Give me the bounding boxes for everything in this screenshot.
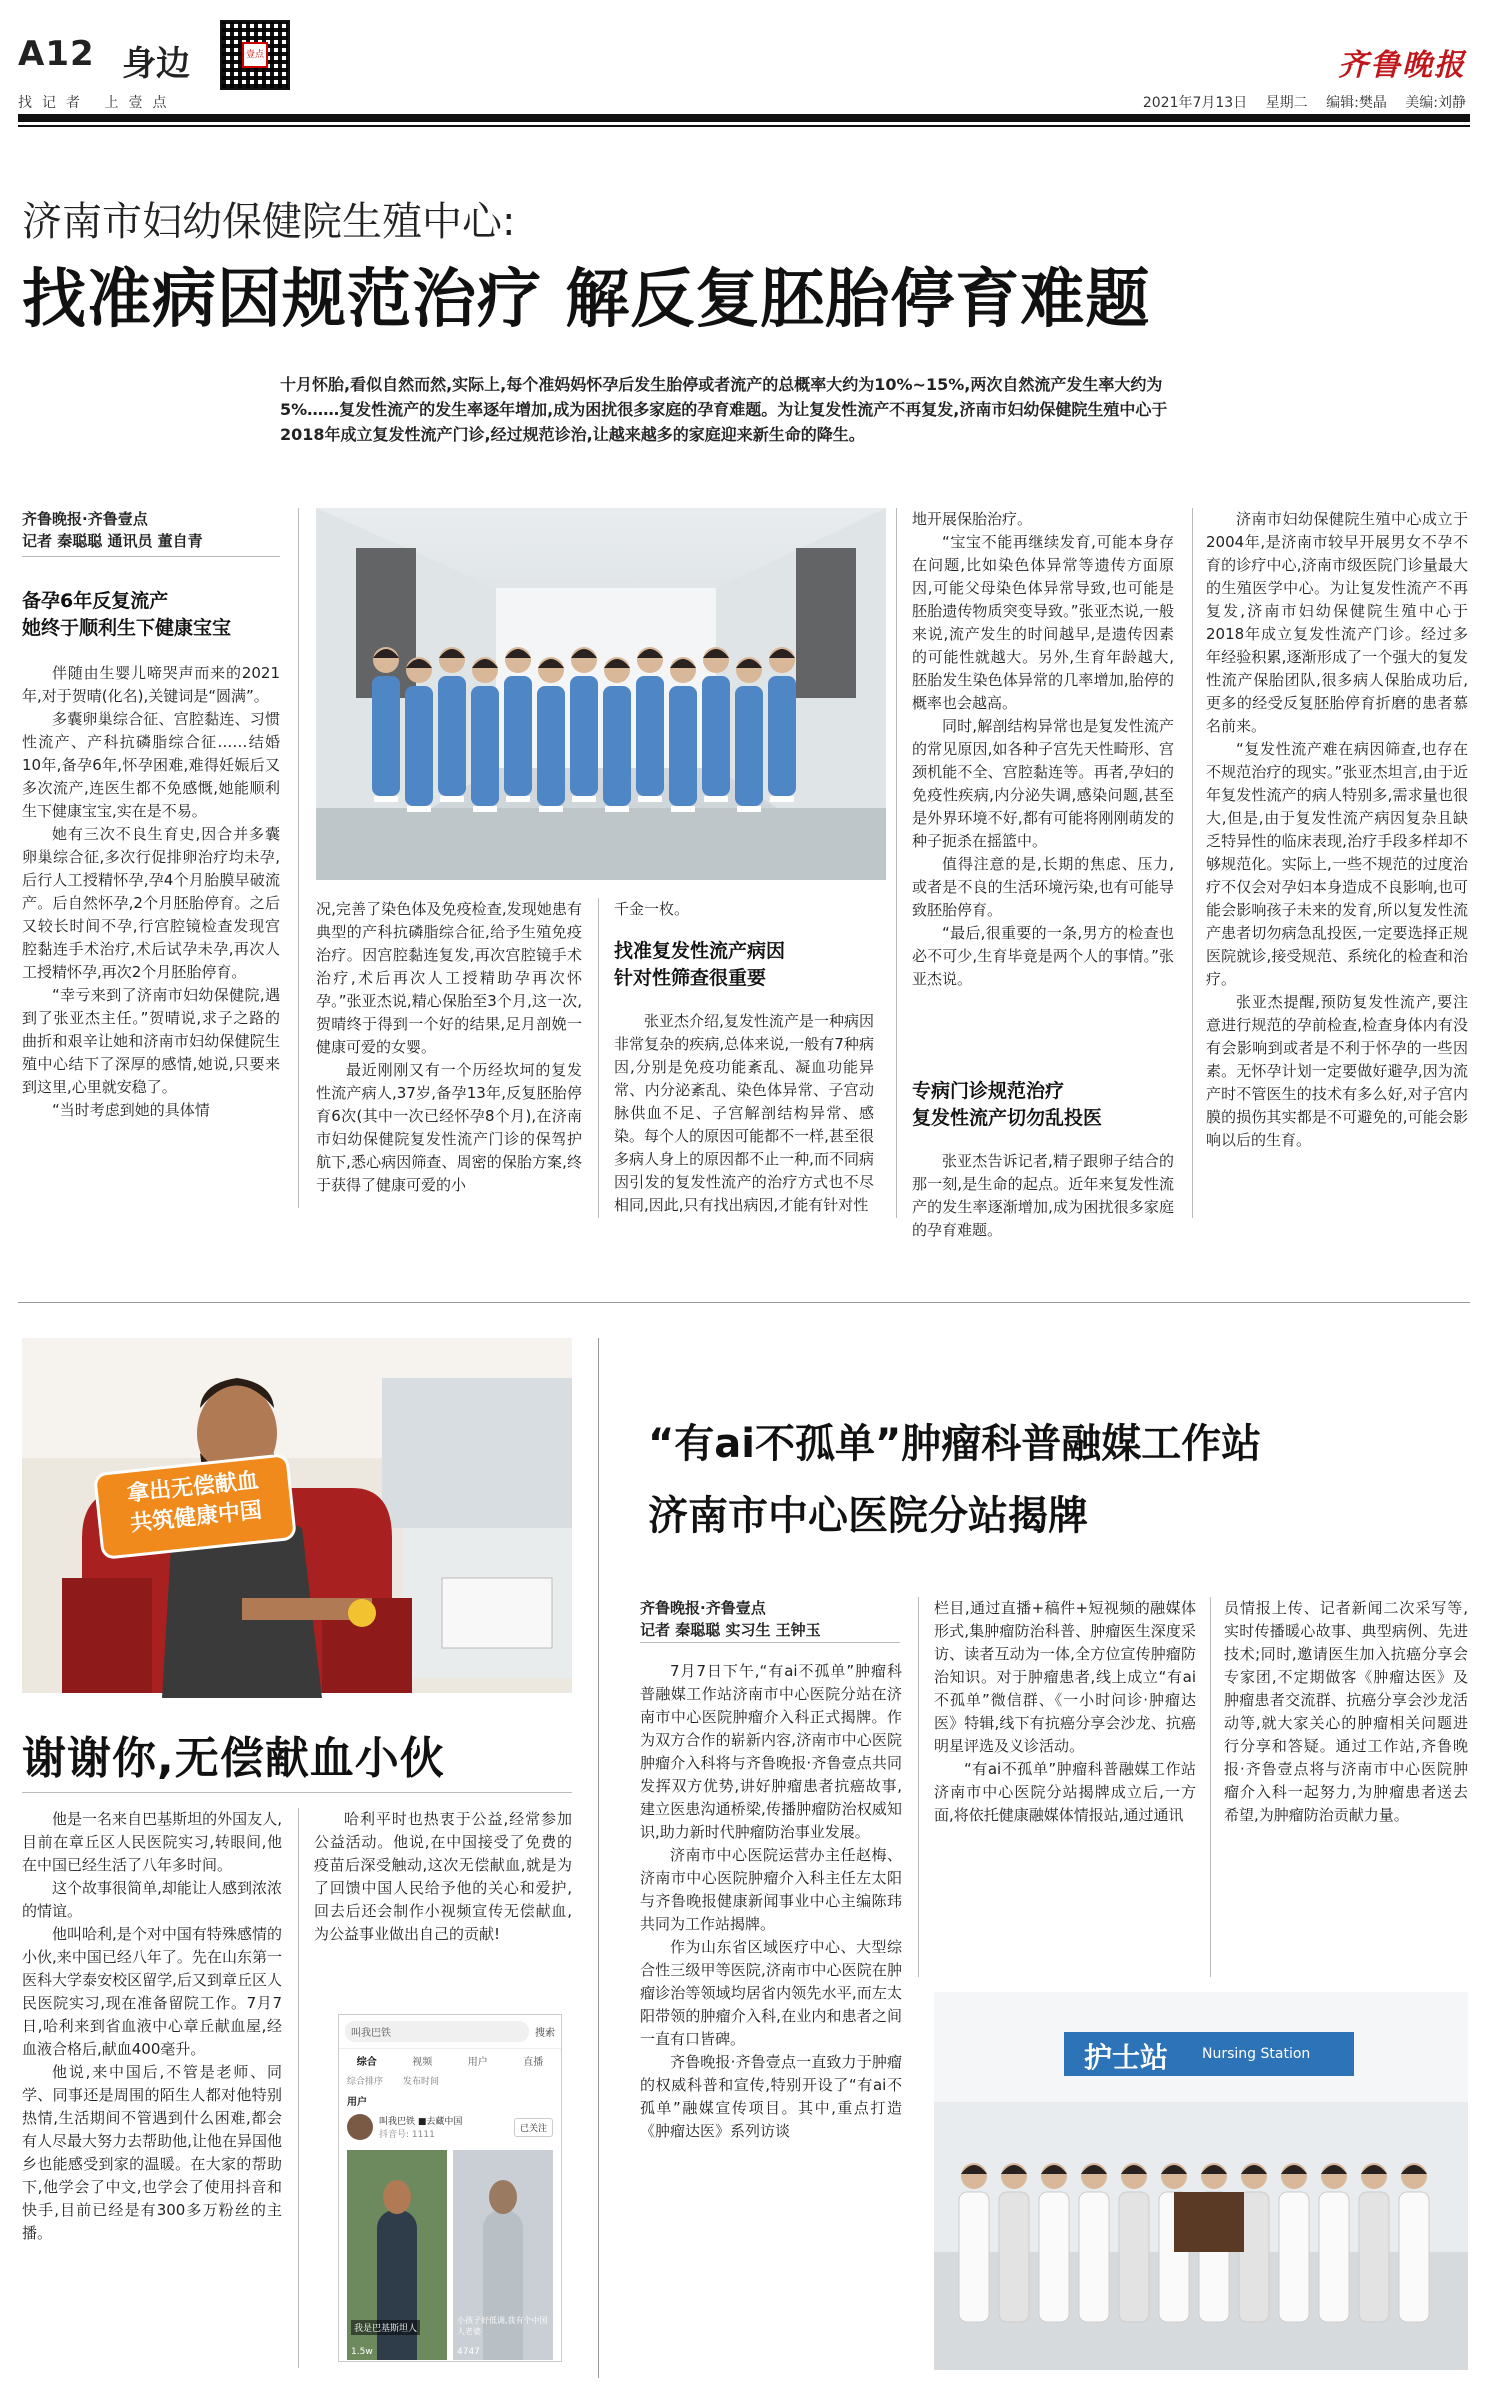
paragraph: 7月7日下午,“有ai不孤单”肿瘤科普融媒工作站济南市中心医院分站在济南市中心医院肿瘤介入科正式揭牌。作为双方合作的崭新内容,济南市中心医院肿瘤介入科将与齐鲁晚报·齐鲁壹点共同发挥双方优势,讲好肿瘤患者抗癌故事,建立医患沟通桥梁,传播肿瘤防治权威知识,助力新时代肿瘤防治事业发展。 <box>640 1662 902 1841</box>
subhead-line: 她终于顺利生下健康宝宝 <box>22 617 232 639</box>
byline-outlet: 齐鲁晚报·齐鲁壹点 <box>640 1599 766 1617</box>
staff-figure <box>372 676 400 796</box>
attendee-figure <box>1399 2192 1429 2322</box>
issue-meta <box>1129 92 1466 112</box>
staff-figure <box>605 806 629 812</box>
subhead-line: 备孕6年反复流产 <box>22 590 169 612</box>
paragraph: 地开展保胎治疗。 <box>912 510 1033 528</box>
subhead-line: 针对性筛查很重要 <box>614 967 767 989</box>
paragraph: “幸亏来到了济南市妇幼保健院,遇到了张亚杰主任。”贺晴说,求子之路的曲折和艰辛让她和济南市妇幼保健院生殖中心结下了深厚的感情,她说,只要来到这里,心里就安稳了。 <box>22 986 280 1096</box>
column-divider <box>598 898 599 1218</box>
paragraph: “最后,很重要的一条,男方的检查也必不可少,生育毕竟是两个人的事情。”张亚杰说。 <box>912 924 1174 988</box>
column-divider <box>298 508 299 1208</box>
paragraph: 他是一名来自巴基斯坦的外国友人,目前在章丘区人民医院实习,转眼间,他在中国已经生活了八年多时间。 <box>22 1810 282 1874</box>
medical-team-photo <box>316 508 886 880</box>
article2-column-2 <box>314 1808 572 1946</box>
newspaper-logo: 齐鲁晚报 <box>1338 48 1466 83</box>
header-rule-thin <box>18 125 1470 127</box>
paragraph: 多囊卵巢综合征、宫腔黏连、习惯性流产、产科抗磷脂综合征……结婚10年,备孕6年,怀孕困难,难得妊娠后又多次流产,连医生都不免感慨,她能顺利生下健康宝宝,实在是不易。 <box>22 710 280 820</box>
paragraph: “复发性流产难在病因筛查,也存在不规范治疗的现实。”张亚杰坦言,由于近年复发性流产的病人特别多,需求量也很大,但是,由于复发性流产病因复杂且缺乏特异性的临床表现,治疗手段多样却不够规范化。实际上,一些不规范的过度治疗不仅会对孕妇本身造成不良影响,也可能会影响孩子未来的发育,所以复发性流产患者切勿病急乱投医,一定要选择正规医院就诊,接受规范、系统化的检查和治疗。 <box>1206 740 1468 988</box>
like-count: 4747 <box>457 2347 480 2357</box>
users-section-label: 用户 <box>347 2097 367 2108</box>
staff-figure <box>770 796 794 802</box>
article1-subhead-1 <box>22 588 282 642</box>
section-divider-vertical <box>598 1338 599 2378</box>
paragraph: 他叫哈利,是个对中国有特殊感情的小伙,来中国已经八年了。先在山东第一医科大学泰安校区留学,后又到章丘区人民医院实习,现在准备留院工作。7月7日,哈利来到省血液中心章丘献血屋,经血液合格后,献血400毫升。 <box>22 1925 282 2058</box>
paragraph: 员情报上传、记者新闻二次采写等,实时传播暖心故事、典型病例、先进技术;同时,邀请医生加入抗癌分享会专家团,不定期做客《肿瘤达医》及肿瘤患者交流群、抗癌分享会沙龙活动等,就大家关心的肿瘤相关问题进行分享和答疑。通过工作站,齐鲁晚报·齐鲁壹点将与济南市中心医院肿瘤介入科一起努力,为肿瘤患者送去希望,为肿瘤防治贡献力量。 <box>1224 1599 1468 1824</box>
attendee-figure <box>1039 2192 1069 2322</box>
sort-filter[interactable]: 综合排序 <box>347 2077 384 2087</box>
paragraph: 她有三次不良生育史,因合并多囊卵巢综合征,多次行促排卵治疗均未孕,后行人工授精怀孕,孕4个月胎膜早破流产。后自然怀孕,2个月胚胎停育。之后又较长时间不孕,行宫腔镜检查发现宫腔黏连手术治疗,术后试孕未孕,再次人工授精怀孕,再次2个月胚胎停育。 <box>22 825 280 981</box>
divider <box>22 1792 572 1793</box>
staff-figure <box>438 676 466 796</box>
time-filter[interactable]: 发布时间 <box>403 2077 440 2087</box>
paragraph: 济南市中心医院运营办主任赵梅、济南市中心医院肿瘤介入科主任左太阳与齐鲁晚报健康新闻事业中心主编陈玮共同为工作站揭牌。 <box>640 1846 902 1933</box>
social-app-screenshot <box>338 2014 562 2362</box>
subhead-line: 复发性流产切勿乱投医 <box>912 1107 1103 1129</box>
paragraph: “有ai不孤单”肿瘤科普融媒工作站济南市中心医院分站揭牌成立后,一方面,将依托健康融媒体情报站,通过通讯 <box>934 1760 1196 1824</box>
article1-headline: 找准病因规范治疗 解反复胚胎停育难题 <box>22 263 1151 337</box>
staff-figure <box>572 796 596 802</box>
attendee-figure <box>1319 2192 1349 2322</box>
column-divider <box>1192 508 1193 1218</box>
staff-figure <box>603 686 631 806</box>
article3-headline-2: 济南市中心医院分站揭牌 <box>648 1493 1088 1539</box>
staff-figure <box>537 686 565 806</box>
user-meta: 抖音号: 1111 <box>379 2130 435 2140</box>
staff-figure <box>638 796 662 802</box>
paragraph: 齐鲁晚报·齐鲁壹点一直致力于肿瘤的权威科普和宣传,特别开设了“有ai不孤单”融媒宣传项目。其中,重点打造《肿瘤达医》系列访谈 <box>640 2053 902 2140</box>
article3-column-1 <box>640 1660 902 2380</box>
unveiling-ceremony-photo <box>934 1992 1468 2370</box>
article1-column-5 <box>1206 508 1468 1220</box>
staff-figure <box>405 686 433 806</box>
tagline: 找记者 上壹点 <box>18 95 177 111</box>
divider <box>22 556 280 557</box>
article3-byline <box>640 1597 900 1641</box>
divider <box>640 1642 900 1643</box>
column-divider <box>896 508 897 1218</box>
paragraph: 最近刚刚又有一个历经坎坷的复发性流产病人,37岁,备孕13年,反复胚胎停育6次(其中一次已经怀孕8个月),在济南市妇幼保健院复发性流产门诊的保驾护航下,悉心病因筛查、周密的保胎方案,终于获得了健康可爱的小 <box>316 1061 582 1194</box>
paragraph: 济南市妇幼保健院生殖中心成立于2004年,是济南市较早开展男女不孕不育的诊疗中心,济南市级医院门诊量最大的生殖医学中心。为让复发性流产不再复发,济南市妇幼保健院生殖中心于2018年成立复发性流产门诊。经过多年经验积累,逐渐形成了一个强大的复发性流产保胎团队,很多病人保胎成功后,更多的经受反复胚胎停育折磨的患者慕名前来。 <box>1206 510 1468 735</box>
article1-byline <box>22 508 282 552</box>
staff-figure <box>440 796 464 802</box>
byline-authors: 记者 秦聪聪 通讯员 董自青 <box>22 532 203 550</box>
article1-subhead-2 <box>614 938 874 992</box>
article1-column-3b <box>614 1010 874 1218</box>
attendee-figure <box>1279 2192 1309 2322</box>
paragraph: 他说,来中国后,不管是老师、同学、同事还是周围的陌生人都对他特别热情,生活期间不管遇到什么困难,都会有人尽最大努力去帮助他,让他在异国他乡也能感受到家的温暖。在大家的帮助下,他学会了中文,也学会了使用抖音和快手,目前已经是有300多万粉丝的主播。 <box>22 2063 282 2242</box>
article3-headline-1: “有ai不孤单”肿瘤科普融媒工作站 <box>648 1421 1262 1467</box>
tab-live[interactable]: 直播 <box>523 2057 544 2068</box>
section-title: 身边 <box>122 44 190 84</box>
video-thumbnail[interactable] <box>347 2150 447 2360</box>
banner-line: 拿出无偿献血 <box>126 1468 260 1507</box>
editor-credit: 编辑:樊晶 <box>1326 95 1387 111</box>
paragraph: 同时,解剖结构异常也是复发性流产的常见原因,如各种子宫先天性畸形、宫颈机能不全、宫腔黏连等。再者,孕妇的免疫性疾病,内分泌失调,感染问题,甚至是外界环境不好,都有可能将刚刚萌发的种子扼杀在摇篮中。 <box>912 717 1174 850</box>
paragraph: 伴随由生婴儿啼哭声而来的2021年,对于贺晴(化名),关键词是“圆满”。 <box>22 664 280 705</box>
paragraph: 张亚杰告诉记者,精子跟卵子结合的那一刻,是生命的起点。近年来复发性流产的发生率逐渐增加,成为困扰很多家庭的孕育难题。 <box>912 1152 1174 1239</box>
designer-credit: 美编:刘静 <box>1405 95 1466 111</box>
staff-figure <box>504 676 532 796</box>
column-divider <box>298 1808 299 2368</box>
section-divider <box>18 1302 1470 1303</box>
staff-figure <box>570 676 598 796</box>
tab-user[interactable]: 用户 <box>467 2057 488 2068</box>
article1-kicker: 济南市妇幼保健院生殖中心: <box>22 199 516 245</box>
byline-authors: 记者 秦聪聪 实习生 王钟玉 <box>640 1621 821 1639</box>
attendee-figure <box>999 2192 1029 2322</box>
paragraph: 作为山东省区域医疗中心、大型综合性三级甲等医院,济南市中心医院在肿瘤诊治等领域均居省内领先水平,而左太阳带领的肿瘤介入科,在业内和患者之间一直有口皆碑。 <box>640 1938 902 2048</box>
search-button[interactable]: 搜索 <box>535 2028 555 2039</box>
staff-figure <box>702 676 730 796</box>
issue-weekday: 星期二 <box>1265 95 1308 111</box>
header-rule <box>18 114 1470 122</box>
paragraph: 栏目,通过直播+稿件+短视频的融媒体形式,集肿瘤防治科普、肿瘤医生深度采访、读者互动为一体,全方位宣传肿瘤防治知识。对于肿瘤患者,线上成立“有ai不孤单”微信群、《一小时问诊·肿瘤达医》特辑,线下有抗癌分享会沙龙、抗癌明星评选及义诊活动。 <box>934 1599 1196 1755</box>
article1-column-4 <box>912 508 1174 1043</box>
follow-button[interactable]: 已关注 <box>514 2118 553 2137</box>
attendee-figure <box>1119 2192 1149 2322</box>
blood-donor-photo <box>22 1338 572 1693</box>
article2-headline: 谢谢你,无偿献血小伙 <box>22 1733 445 1784</box>
article1-column-3 <box>614 898 874 921</box>
paragraph: 张亚杰提醒,预防复发性流产,要注意进行规范的孕前检查,检查身体内有没有会影响到或者是不利于怀孕的一些因素。无怀孕计划一定要做好避孕,因为流产时不管医生的技术有多么好,对子宫内膜的损伤其实都是不可避免的,可能会影响以后的生育。 <box>1206 993 1468 1149</box>
subhead-line: 找准复发性流产病因 <box>614 940 786 962</box>
staff-figure <box>669 686 697 806</box>
paragraph: 值得注意的是,长期的焦虑、压力,或者是不良的生活环境污染,也有可能导致胚胎停育。 <box>912 855 1174 919</box>
staff-figure <box>539 806 563 812</box>
banner-line: 共筑健康中国 <box>129 1498 264 1537</box>
column-divider <box>918 1597 919 1977</box>
article1-lead: 十月怀胎,看似自然而然,实际上,每个准妈妈怀孕后发生胎停或者流产的总概率大约为10%~15%,两次自然流产发生率大约为5%……复发性流产的发生率逐年增加,成为困扰很多家庭的孕育难题。为让复发性流产不再复发,济南市妇幼保健院生殖中心于2018年成立复发性流产门诊,经过规范诊治,让越来越多的家庭迎来新生命的降生。 <box>280 375 1168 444</box>
attendee-figure <box>959 2192 989 2322</box>
like-count: 1.5w <box>351 2347 373 2357</box>
video-caption: 我是巴基斯坦人 <box>351 2320 420 2335</box>
tab-video[interactable]: 视频 <box>412 2057 433 2068</box>
qr-badge: 壹点 <box>242 42 268 68</box>
staff-figure <box>471 686 499 806</box>
article1-column-1 <box>22 662 280 1202</box>
staff-figure <box>636 676 664 796</box>
staff-figure <box>473 806 497 812</box>
paragraph: 这个故事很简单,却能让人感到浓浓的情谊。 <box>22 1879 282 1920</box>
paragraph: 张亚杰介绍,复发性流产是一种病因非常复杂的疾病,总体来说,一般有7种病因,分别是免疫功能紊乱、凝血功能异常、内分泌紊乱、染色体异常、子宫动脉供血不足、子宫解剖结构异常、感染。每个人的原因可能都不一样,甚至很多病人身上的原因都不止一种,而不同病因引发的复发性流产的治疗方式也不尽相同,因此,只有找出病因,才能有针对性 <box>614 1012 874 1214</box>
search-input[interactable]: 叫我巴铁 <box>345 2021 529 2042</box>
article1-column-4b <box>912 1150 1174 1239</box>
article2-column-1 <box>22 1808 282 2378</box>
paragraph: 千金一枚。 <box>614 900 690 918</box>
staff-figure <box>506 796 530 802</box>
video-caption: 小孩子好低调,我有个中国人老婆 <box>457 2316 548 2336</box>
attendee-figure <box>1359 2192 1389 2322</box>
paragraph: “当时考虑到她的具体情 <box>52 1101 210 1119</box>
paragraph: 哈利平时也热衷于公益,经常参加公益活动。他说,在中国接受了免费的疫苗后深受触动,这次无偿献血,就是为了回馈中国人民给予他的关心和爱护,回去后还会制作小视频宣传无偿献血,为公益事业做出自己的贡献! <box>314 1810 572 1943</box>
issue-date: 2021年7月13日 <box>1142 95 1248 111</box>
attendee-figure <box>1079 2192 1109 2322</box>
staff-figure <box>374 796 398 802</box>
byline-outlet: 齐鲁晚报·齐鲁壹点 <box>22 510 148 528</box>
staff-figure <box>704 796 728 802</box>
user-name[interactable]: 叫我巴铁 ■去藏中国 <box>379 2117 463 2127</box>
page-number: A12 <box>18 34 95 74</box>
article3-column-2 <box>934 1597 1196 1977</box>
article1-subhead-3 <box>912 1078 1174 1132</box>
nursing-station-sign: 护士站 <box>1084 2041 1169 2074</box>
article3-column-3 <box>1224 1597 1468 1977</box>
article1-column-2 <box>316 898 582 1218</box>
subhead-line: 专病门诊规范治疗 <box>912 1080 1065 1102</box>
paragraph: 况,完善了染色体及免疫检查,发现她患有典型的产科抗磷脂综合征,给予生殖免疫治疗。因宫腔黏连复发,再次宫腔镜手术治疗,术后再次人工授精助孕再次怀孕。”张亚杰说,精心保胎至3个月,这一次,贺晴终于得到一个好的结果,足月剖娩一健康可爱的女婴。 <box>316 900 582 1056</box>
nursing-station-sign-en: Nursing Station <box>1202 2046 1311 2062</box>
staff-figure <box>671 806 695 812</box>
video-thumbnail[interactable] <box>453 2150 553 2360</box>
staff-figure <box>737 806 761 812</box>
staff-figure <box>407 806 431 812</box>
avatar[interactable] <box>347 2114 373 2140</box>
paragraph: “宝宝不能再继续发育,可能本身存在问题,比如染色体异常等遗传方面原因,可能父母染色体异常导致,也可能是胚胎遗传物质突变导致。”张亚杰说,一般来说,流产发生的时间越早,是遗传因素的可能性就越大。另外,生育年龄越大,胚胎发生染色体异常的几率增加,胎停的概率也会越高。 <box>912 533 1174 712</box>
staff-figure <box>768 676 796 796</box>
tab-comprehensive[interactable]: 综合 <box>356 2057 377 2068</box>
staff-figure <box>735 686 763 806</box>
column-divider <box>1210 1597 1211 1977</box>
